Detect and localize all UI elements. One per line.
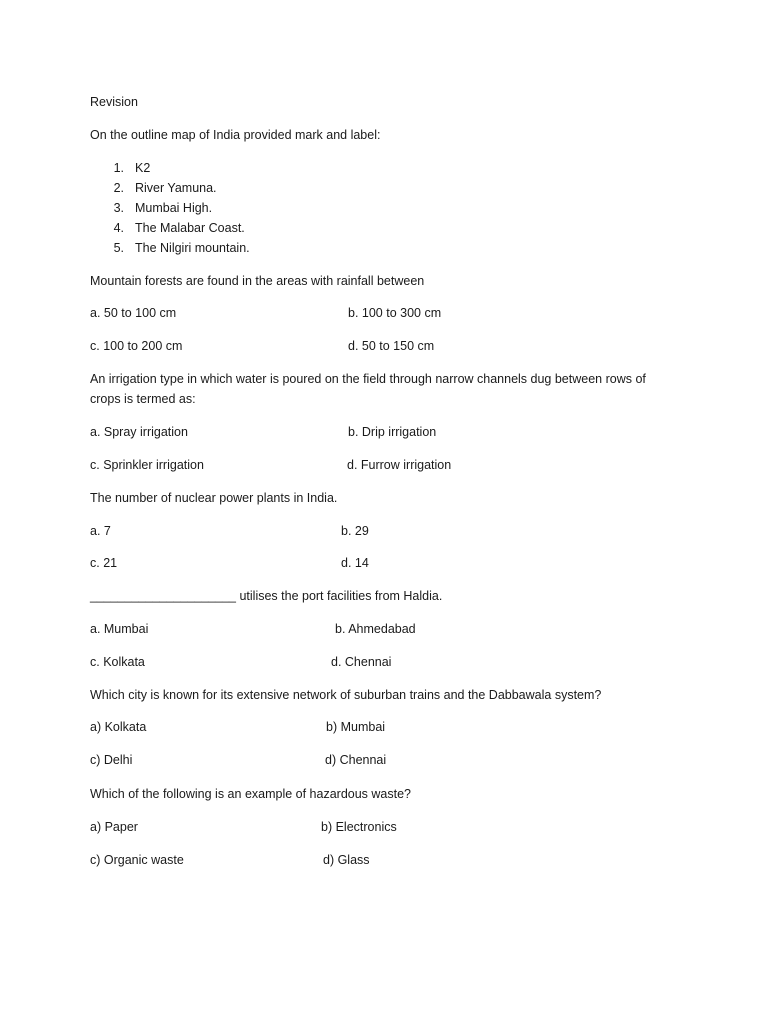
answer-option: a) Kolkata bbox=[90, 720, 147, 734]
question-text: Which of the following is an example of hazardous waste? bbox=[90, 787, 412, 801]
page-title: Revision bbox=[90, 95, 138, 109]
question-text: An irrigation type in which water is poured on the field through narrow channels dug between rows of crops is termed as: bbox=[90, 372, 646, 406]
question-text: _____________________ utilises the port facilities from Haldia. bbox=[90, 589, 443, 603]
list-number: 2. bbox=[113, 181, 124, 195]
answer-option: d. Chennai bbox=[331, 655, 392, 669]
answer-option: b) Mumbai bbox=[326, 720, 386, 734]
question-text: The number of nuclear power plants in India. bbox=[90, 491, 338, 505]
answer-option: d. 14 bbox=[341, 556, 369, 570]
answer-option: b. 100 to 300 cm bbox=[348, 306, 442, 320]
list-number: 3. bbox=[113, 201, 124, 215]
list-number: 5. bbox=[113, 241, 124, 255]
answer-option: a. Spray irrigation bbox=[90, 425, 188, 439]
answer-option: b. 29 bbox=[341, 524, 369, 538]
question-text: Which city is known for its extensive network of suburban trains and the Dabbawala system? bbox=[90, 688, 602, 702]
answer-option: a. Mumbai bbox=[90, 622, 149, 636]
question-text: Mountain forests are found in the areas with rainfall between bbox=[90, 274, 425, 288]
answer-option: c. 21 bbox=[90, 556, 118, 570]
answer-option: a. 7 bbox=[90, 524, 111, 538]
list-item: Mumbai High. bbox=[135, 201, 213, 215]
answer-option: c) Organic waste bbox=[90, 853, 184, 867]
answer-option: c) Delhi bbox=[90, 753, 133, 767]
answer-option: a) Paper bbox=[90, 820, 138, 834]
answer-option: b. Drip irrigation bbox=[348, 425, 437, 439]
answer-option: c. Kolkata bbox=[90, 655, 145, 669]
answer-option: b) Electronics bbox=[321, 820, 397, 834]
list-number: 4. bbox=[113, 221, 124, 235]
answer-option: c. 100 to 200 cm bbox=[90, 339, 183, 353]
answer-option: c. Sprinkler irrigation bbox=[90, 458, 204, 472]
list-item: River Yamuna. bbox=[135, 181, 217, 195]
answer-option: a. 50 to 100 cm bbox=[90, 306, 177, 320]
list-item: K2 bbox=[135, 161, 151, 175]
answer-option: d) Glass bbox=[323, 853, 370, 867]
answer-option: d. 50 to 150 cm bbox=[348, 339, 435, 353]
list-item: The Malabar Coast. bbox=[135, 221, 245, 235]
list-number: 1. bbox=[113, 161, 124, 175]
map-instruction: On the outline map of India provided mark and label: bbox=[90, 128, 381, 142]
list-item: The Nilgiri mountain. bbox=[135, 241, 250, 255]
answer-option: b. Ahmedabad bbox=[335, 622, 416, 636]
answer-option: d) Chennai bbox=[325, 753, 387, 767]
answer-option: d. Furrow irrigation bbox=[347, 458, 452, 472]
